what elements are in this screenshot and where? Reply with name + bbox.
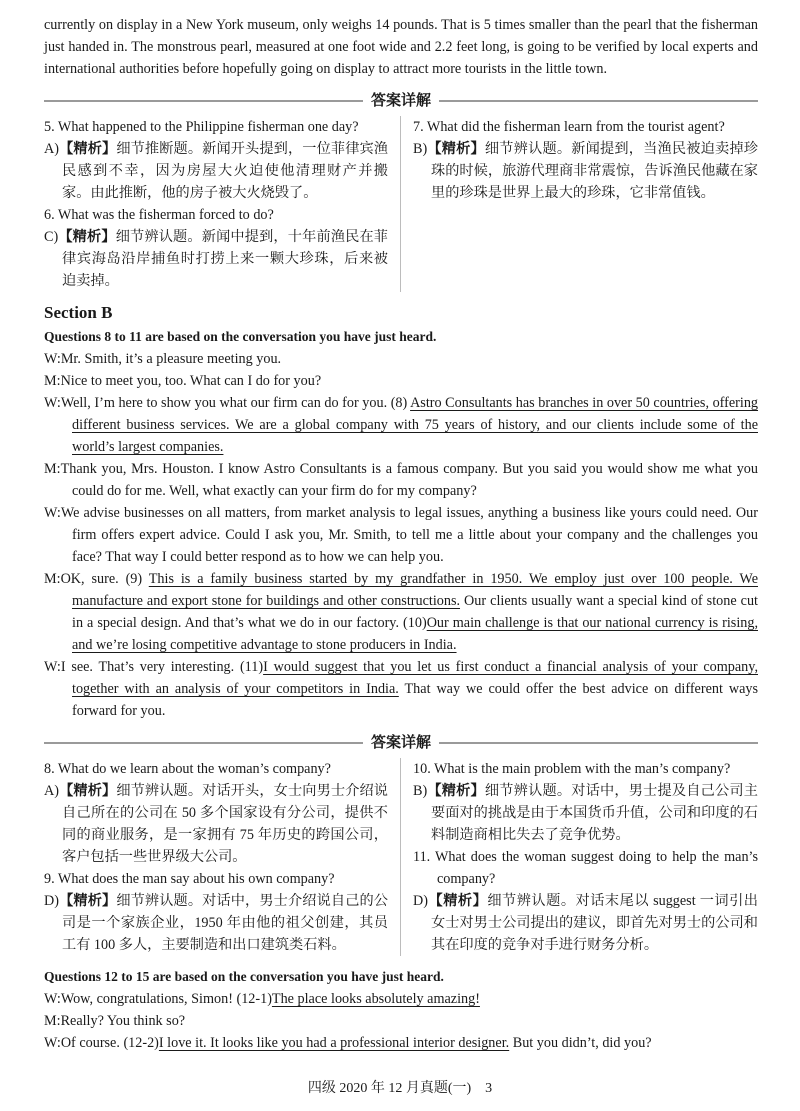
answer-column-right <box>401 758 758 956</box>
answer-6-label: C) <box>44 229 59 245</box>
speaker: W: <box>44 991 61 1007</box>
question-6: 6. What was the fisherman forced to do? <box>44 207 274 223</box>
passage-continuation: currently on display in a New York museum, only weighs 14 pounds. That is 5 times smaller than the pearl that the fisherman just handed in. The monstrous pearl, measured at one foot wide and 2.2 feet long, is going to be verified by local experts and international authorities before hopefully going on display to attract more tourists in the little town. <box>44 17 758 77</box>
utterance: Nice to meet you, too. What can I do for you? <box>60 373 322 389</box>
answer-block-2 <box>44 758 758 956</box>
question-5: 5. What happened to the Philippine fisherman one day? <box>44 119 359 135</box>
questions-12-15-heading: Questions 12 to 15 are based on the conversation you have just heard. <box>44 969 444 984</box>
utterance: But you didn’t, did you? <box>509 1035 652 1051</box>
dialogue-line <box>44 458 758 502</box>
question-9: 9. What does the man say about his own company? <box>44 871 335 887</box>
answer-5 <box>44 138 388 204</box>
answer-column-left <box>44 758 401 956</box>
answer-8-text: 细节辨认题。对话开头，女士向男士介绍说自己所在的公司在 50 多个国家设有分公司，提供不同的商业服务，是一家拥有 75 年历史的跨国公司，客户包括一些世界级大公司。 <box>62 783 388 865</box>
answer-5-label: A) <box>44 141 59 157</box>
answer-9-text: 细节辨认题。对话中，男士介绍说自己的公司是一个家族企业，1950 年由他的祖父创建，其员工有 100 多人，主要制造和出口建筑类石料。 <box>62 893 388 953</box>
answer-10-label: B) <box>413 783 428 799</box>
dialogue-line <box>44 502 758 568</box>
utterance: Thank you, Mrs. Houston. I know Astro Consultants is a famous company. But you said you would show me what you could do for me. Well, what exactly can your firm do for my company? <box>60 461 758 499</box>
speaker: M: <box>44 373 61 389</box>
analysis-tag: 【精析】 <box>427 141 485 157</box>
dialogue-2 <box>44 988 758 1054</box>
dialogue-line <box>44 988 758 1010</box>
utterance: Our clients usually want a special kind of stone cut in a special design. And that’s what we do in our factory. (10) <box>72 593 758 631</box>
answer-header-label: 答案详解 <box>363 731 439 753</box>
question-8: 8. What do we learn about the woman’s company? <box>44 761 331 777</box>
dialogue-line <box>44 392 758 458</box>
answer-8 <box>44 780 388 868</box>
utterance: OK, sure. (9) <box>60 571 149 587</box>
speaker: M: <box>44 461 61 477</box>
utterance: I see. That’s very interesting. (11) <box>60 659 264 675</box>
page-body <box>44 8 758 1054</box>
question-7: 7. What did the fisherman learn from the tourist agent? <box>413 119 725 135</box>
answer-9 <box>44 890 388 956</box>
utterance: That way we could offer the best advice on different ways forward for you. <box>72 681 758 719</box>
underlined-evidence: The place looks absolutely amazing! <box>271 991 480 1007</box>
section-b-heading: Section B <box>44 303 113 322</box>
underlined-evidence: I love it. It looks like you had a professional interior designer. <box>158 1035 510 1051</box>
page-footer: 四级 2020 年 12 月真题(一) 3 <box>307 1081 493 1096</box>
speaker: M: <box>44 571 61 587</box>
answer-11 <box>413 890 758 956</box>
dialogue-line <box>44 348 758 370</box>
utterance: We advise businesses on all matters, from market analysis to legal issues, anything a business like yours could need. Our firm offers expert advice. Could I ask you, Mr. Smith, to tell me a little about your company and the challenges you face? That way I could better respond as to how we can help you. <box>60 505 758 565</box>
speaker: W: <box>44 1035 61 1051</box>
answer-9-label: D) <box>44 893 59 909</box>
speaker: W: <box>44 395 61 411</box>
underlined-evidence: Our main challenge is that our national currency is rising, and we’re losing competitive advantage to stone producers in India. <box>72 615 758 653</box>
answer-column-right <box>401 116 758 292</box>
answer-11-label: D) <box>413 893 428 909</box>
speaker: W: <box>44 505 61 521</box>
answer-section-header <box>44 90 758 112</box>
speaker: M: <box>44 1013 61 1029</box>
utterance: Wow, congratulations, Simon! (12-1) <box>60 991 272 1007</box>
answer-5-text: 细节推断题。新闻开头提到，一位菲律宾渔民感到不幸，因为房屋大火迫使他清理财产并搬家。由此推断，他的房子被大火烧毁了。 <box>62 141 388 201</box>
answer-7 <box>413 138 758 204</box>
analysis-tag: 【精析】 <box>58 141 117 157</box>
dialogue-line <box>44 1010 758 1032</box>
analysis-tag: 【精析】 <box>58 229 116 245</box>
speaker: W: <box>44 351 61 367</box>
underlined-evidence: This is a family business started by my grandfather in 1950. We employ just over 100 people. We manufacture and export stone for buildings and other constructions. <box>72 571 758 609</box>
dialogue-1 <box>44 348 758 722</box>
analysis-tag: 【精析】 <box>427 893 488 909</box>
utterance: Really? You think so? <box>60 1013 186 1029</box>
questions-8-11-heading: Questions 8 to 11 are based on the conversation you have just heard. <box>44 329 437 344</box>
answer-10-text: 细节辨认题。对话中，男士提及自己公司主要面对的挑战是由于本国货币升值，公司和印度的石料制造商相比失去了竞争优势。 <box>431 783 758 843</box>
answer-10 <box>413 780 758 846</box>
answer-header-label: 答案详解 <box>363 89 439 111</box>
answer-column-left <box>44 116 401 292</box>
answer-6 <box>44 226 388 292</box>
answer-7-text: 细节辨认题。新闻提到，当渔民被迫卖掉珍珠的时候，旅游代理商非常震惊，告诉渔民他藏在家里的珍珠是世界上最大的珍珠，它非常值钱。 <box>431 141 758 201</box>
utterance: Mr. Smith, it’s a pleasure meeting you. <box>60 351 282 367</box>
question-11: 11. What does the woman suggest doing to help the man’s company? <box>413 849 758 887</box>
dialogue-line <box>44 1032 758 1054</box>
answer-block-1 <box>44 116 758 292</box>
answer-6-text: 细节辨认题。新闻中提到，十年前渔民在菲律宾海岛沿岸捕鱼时打捞上来一颗大珍珠，后来被迫卖掉。 <box>62 229 388 289</box>
answer-8-label: A) <box>44 783 59 799</box>
analysis-tag: 【精析】 <box>58 893 117 909</box>
underlined-evidence: Astro Consultants has branches in over 50 countries, offering different business services. We are a global company with 75 years of history, and our clients include some of the world’s largest companies. <box>72 395 759 455</box>
speaker: W: <box>44 659 61 675</box>
dialogue-line <box>44 370 758 392</box>
question-10: 10. What is the main problem with the man’s company? <box>413 761 731 777</box>
analysis-tag: 【精析】 <box>427 783 485 799</box>
answer-section-header <box>44 732 758 754</box>
underlined-evidence: I would suggest that you let us first conduct a financial analysis of your company, together with an analysis of your competitors in India. <box>72 659 758 697</box>
dialogue-line <box>44 568 758 656</box>
answer-11-text: 细节辨认题。对话末尾以 suggest 一词引出女士对男士公司提出的建议，即首先对男士的公司和其在印度的竞争对手进行财务分析。 <box>431 893 758 953</box>
answer-7-label: B) <box>413 141 428 157</box>
utterance: Well, I’m here to show you what our firm can do for you. (8) <box>60 395 411 411</box>
utterance: Of course. (12-2) <box>60 1035 159 1051</box>
analysis-tag: 【精析】 <box>58 783 117 799</box>
dialogue-line <box>44 656 758 722</box>
